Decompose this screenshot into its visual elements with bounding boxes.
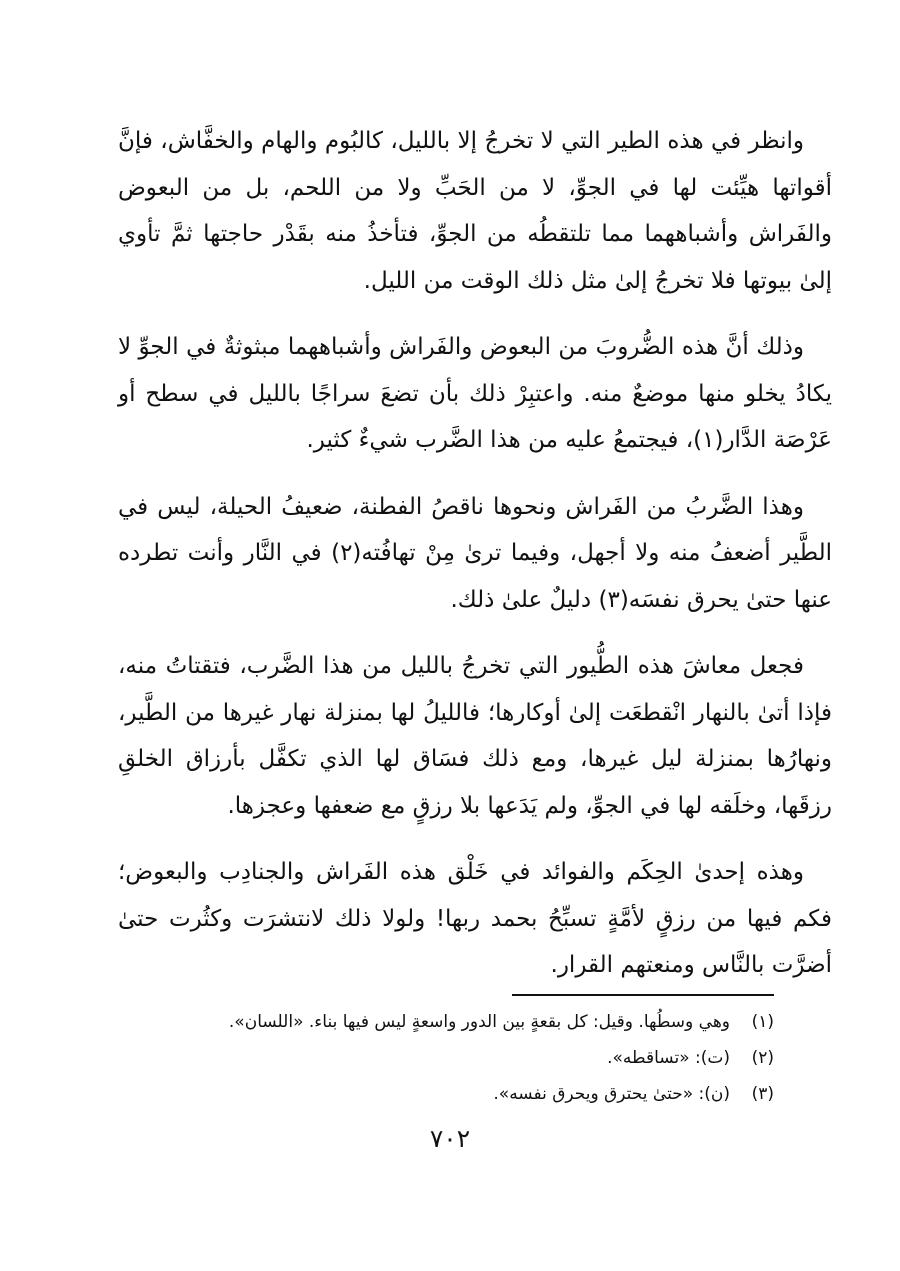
footnote-text: (ن): «حتىٰ يحترق ويحرق نفسه».	[493, 1084, 730, 1104]
main-text	[118, 118, 832, 1009]
paragraph-4: فجعل معاشَ هذه الطُّيور التي تخرجُ بالليل من هذا الضَّرب، فتقتاتُ منه، فإذا أتىٰ بالنهار انْقطعَت إلىٰ أوكارها؛ فالليلُ لها بمنزلة نهار غيرها من الطَّير، ونهارُها بمنزلة ليل غيرها، ومع ذلك فسَاق لها الذي تكفَّل بأرزاق الخلقِ رزقَها، وخلَقه لها في الجوِّ، ولم يَدَعها بلا رزقٍ مع ضعفها وعجزها.	[118, 653, 832, 819]
footnote-number: (٣)	[751, 1084, 774, 1104]
footnote-1	[118, 1004, 774, 1040]
footnote-text: (ت): «تساقطه».	[607, 1048, 730, 1068]
paragraph-5: وهذه إحدىٰ الحِكَم والفوائد في خَلْق هذه الفَراش والجنادِب والبعوض؛ فكم فيها من رزقٍ لأمَّةٍ تسبِّحُ بحمد ربها! ولولا ذلك لانتشرَت وكثُرت حتىٰ أضرَّت بالنَّاس ومنعتهم القرار.	[118, 859, 832, 978]
footnote-number: (٢)	[751, 1048, 774, 1068]
footnote-text: وهي وسطُها. وقيل: كل بقعةٍ بين الدور واسعةٍ ليس فيها بناء. «اللسان».	[228, 1012, 730, 1032]
footnotes	[118, 1004, 774, 1112]
paragraph-2: وذلك أنَّ هذه الضُّروبَ من البعوض والفَراش وأشباههما مبثوثةٌ في الجوِّ لا يكادُ يخلو منها موضعٌ منه. واعتبِرْ ذلك بأن تضعَ سراجًا بالليل في سطح أو عَرْصَة الدَّار(١)، فيجتمعُ عليه من هذا الضَّرب شيءٌ كثير.	[118, 334, 832, 453]
paragraph-1: وانظر في هذه الطير التي لا تخرجُ إلا بالليل، كالبُوم والهام والخفَّاش، فإنَّ أقواتها هيِّئت لها في الجوِّ، لا من الحَبِّ ولا من اللحم، بل من البعوض والفَراش وأشباههما مما تلتقطُه من الجوِّ، فتأخذُ منه بقَدْر حاجتها ثمَّ تأوي إلىٰ بيوتها فلا تخرجُ إلىٰ مثل ذلك الوقت من الليل.	[118, 128, 832, 294]
footnote-divider	[512, 994, 774, 996]
page-number: ٧٠٢	[429, 1124, 471, 1153]
paragraph-3: وهذا الضَّربُ من الفَراش ونحوها ناقصُ الفطنة، ضعيفُ الحيلة، ليس في الطَّير أضعفُ منه ولا أجهل، وفيما ترىٰ مِنْ تهافُته(٢) في النَّار وأنت تطرده عنها حتىٰ يحرق نفسَه(٣) دليلٌ علىٰ ذلك.	[118, 493, 832, 613]
footnote-2	[118, 1040, 774, 1076]
footnote-number: (١)	[751, 1012, 774, 1032]
footnote-3	[118, 1076, 774, 1112]
